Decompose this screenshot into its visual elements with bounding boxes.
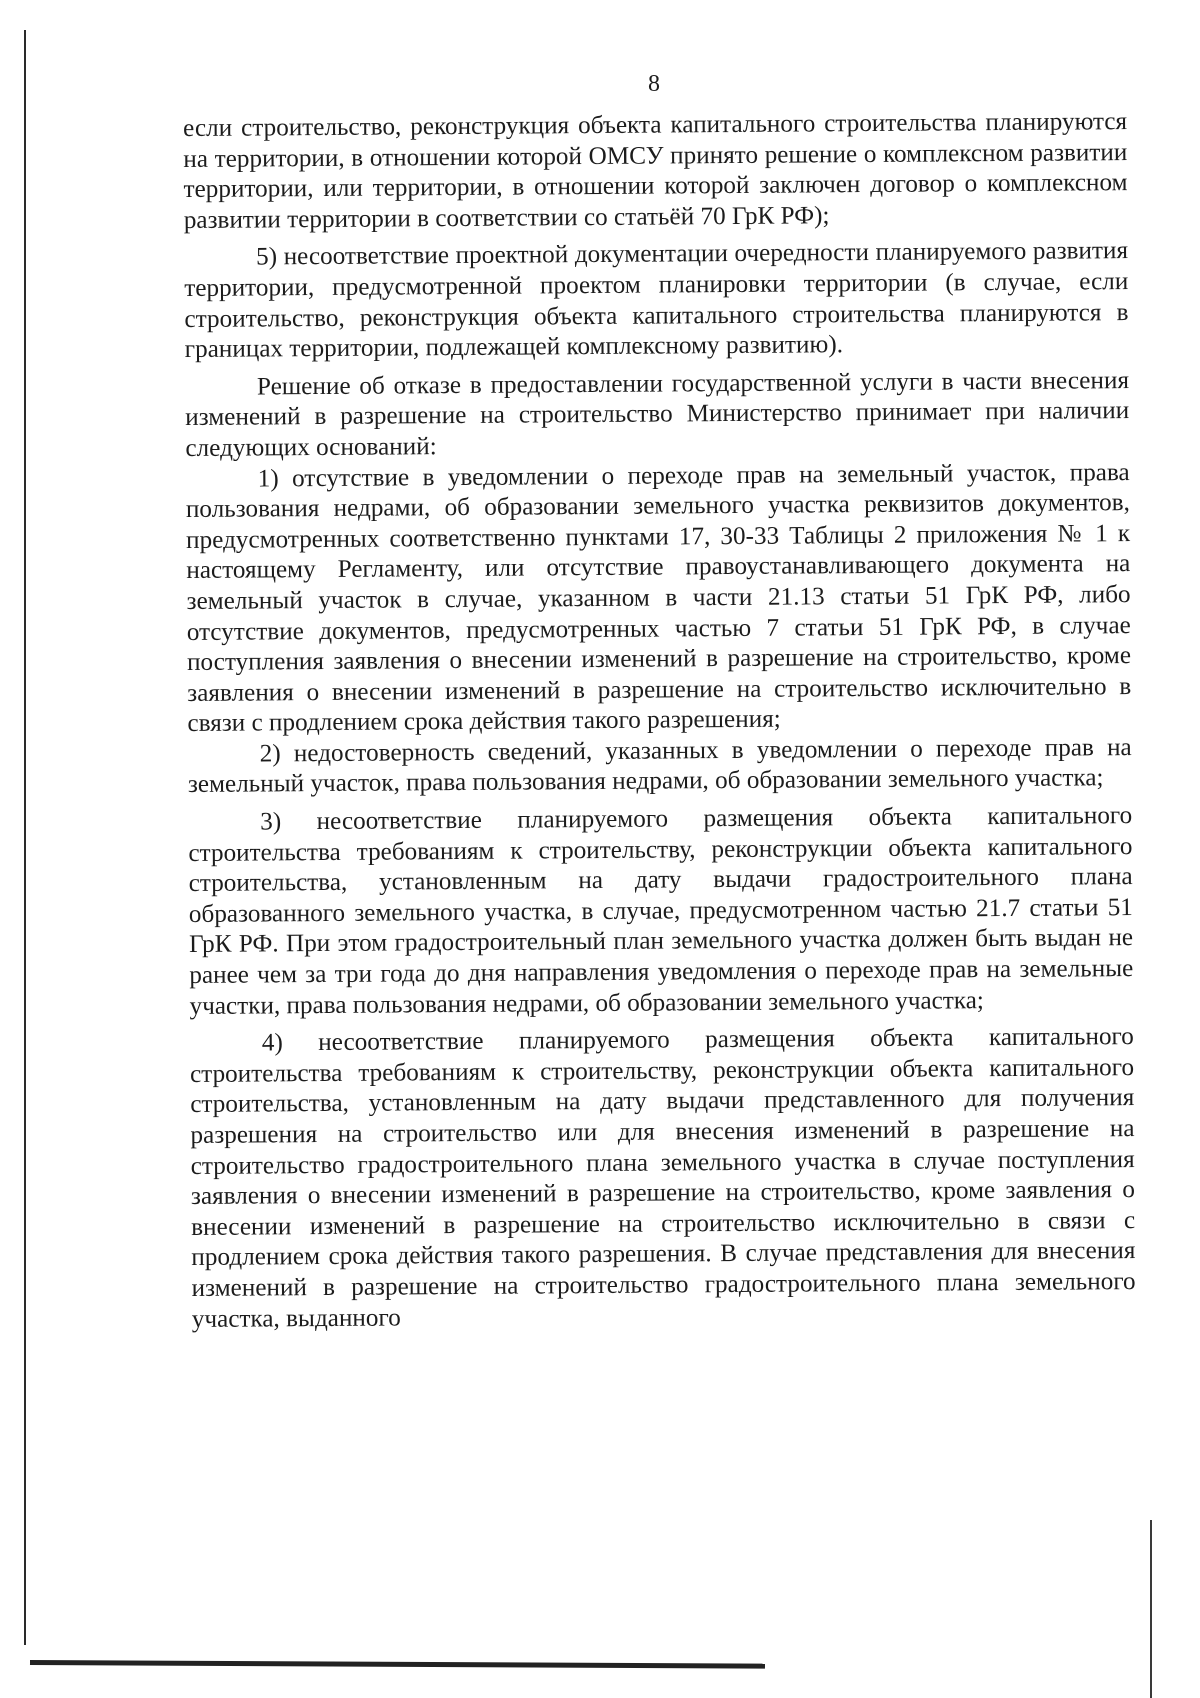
paragraph-item-2: 2) недостоверность сведений, указанных в уведомлении о переходе прав на земельный участок, права пользования недрами, об образовании земельного участка; <box>187 733 1132 799</box>
paragraph-item-5: 5) несоответствие проектной документации очередности планируемого развития территории, предусмотренной проектом планировки территории (в случае, если строительство, реконструкция объекта капитального строительства планируются в границах территории, подлежащей комплексному развитию). <box>184 237 1129 364</box>
paragraph-refusal-grounds: Решение об отказе в предоставлении государственной услуги в части внесения изменений в разрешение на строительство Министерство принимает при наличии следующих оснований: <box>185 366 1130 462</box>
document-body <box>183 107 1136 1335</box>
paragraph-continuation: если строительство, реконструкция объекта капитального строительства планируются на территории, в отношении которой ОМСУ принято решение о комплексном развитии территории, или территории, в отношении которой заключен договор о комплексном развитии территории в соответствии со статьёй 70 ГрК РФ); <box>183 108 1128 234</box>
paragraph-item-3: 3) несоответствие планируемого размещения объекта капитального строительства требованиям к строительству, реконструкции объекта капитального строительства, установленным на дату выдачи градостроительного плана образованного земельного участка, в случае, предусмотренном частью 21.7 статьи 51 ГрК РФ. При этом градостроительный план земельного участка должен быть выдан не ранее чем за три года до дня направления уведомления о переходе прав на земельные участки, права пользования недрами, об образовании земельного участка; <box>188 802 1134 1020</box>
scan-right-edge <box>1150 1520 1152 1698</box>
page-number: 8 <box>648 71 660 97</box>
scan-bottom-edge <box>30 1660 765 1669</box>
paragraph-item-4: 4) несоответствие планируемого размещения объекта капитального строительства требованиям к строительству, реконструкции объекта капитального строительства, установленным на дату выдачи представленного для получения разрешения на строительство или для внесения изменений в разрешение на строительство градостроительного плана земельного участка в случае поступления заявления о внесении изменений в разрешение на строительство, кроме заявления о внесении изменений в разрешение на строительство исключительно в связи с продлением срока действия такого разрешения. В случае представления для внесения изменений в разрешение на строительство градостроительного плана земельного участка, выданного <box>189 1023 1136 1333</box>
paragraph-item-1: 1) отсутствие в уведомлении о переходе прав на земельный участок, права пользования недрами, об образовании земельного участка реквизитов документов, предусмотренных соответственно пунктами 17, 30-33 Таблицы 2 приложения № 1 к настоящему Регламенту, или отсутствие правоустанавливающего документа на земельный участок в случае, указанном в части 21.13 статьи 51 ГрК РФ, либо отсутствие документов, предусмотренных частью 7 статьи 51 ГрК РФ, в случае поступления заявления о внесении изменений в разрешение на строительство, кроме заявления о внесении изменений в разрешение на строительство исключительно в связи с продлением срока действия такого разрешения; <box>185 458 1132 738</box>
scan-left-edge <box>24 30 26 1645</box>
